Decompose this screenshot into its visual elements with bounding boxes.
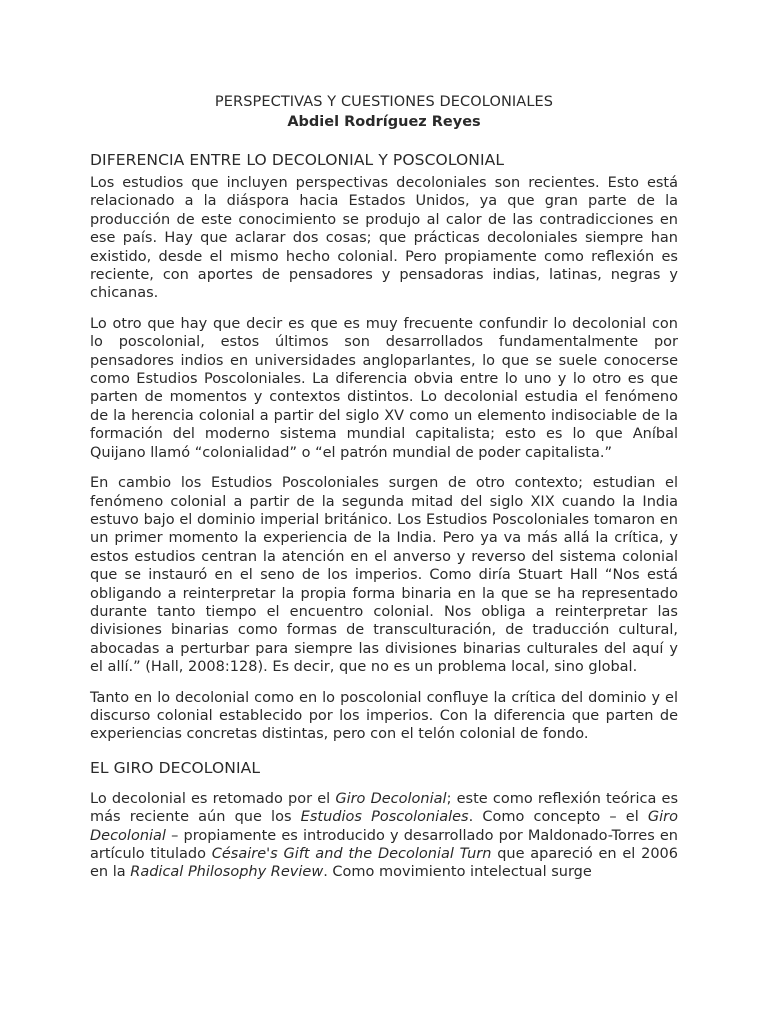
italic-run: Radical Philosophy Review <box>130 864 324 881</box>
paragraph-2: Lo otro que hay que decir es que es muy frecuente confundir lo decolonial con lo poscolonial, estos últimos son desarrollados fundamentalmente por pensadores indios en universidades angloparlantes, lo que se suele conocerse como Estudios Poscoloniales. La diferencia obvia entre lo uno y lo otro es que parten de momentos y contextos distintos. Lo decolonial estudia el fenómeno de la herencia colonial a partir del siglo XV como un elemento indisociable de la formación del moderno sistema mundial capitalista; esto es lo que Aníbal Quijano llamó “colonialidad” o “el patrón mundial de poder capitalista.” <box>90 315 678 461</box>
document-content <box>90 92 678 894</box>
text-run: – propiamente es introducido y desarrollado por Maldonado-Torres en artículo titulado <box>90 827 678 862</box>
document-author: Abdiel Rodríguez Reyes <box>287 114 481 130</box>
text-run: Lo decolonial es retomado por el <box>90 790 336 807</box>
text-run: ; este como reflexión teórica es más reciente aún que los <box>90 790 679 826</box>
section-heading-diferencia: DIFERENCIA ENTRE LO DECOLONIAL Y POSCOLONIAL <box>90 151 505 169</box>
paragraph-1: Los estudios que incluyen perspectivas decoloniales son recientes. Esto está relacionado a la diáspora hacia Estados Unidos, ya que gran parte de la producción de este conocimiento se produjo al calor de las contradicciones en ese país. Hay que aclarar dos cosas; que prácticas decoloniales siempre han existido, desde el mismo hecho colonial. Pero propiamente como reflexión es reciente, con aportes de pensadores y pensadoras indias, latinas, negras y chicanas. <box>90 175 678 302</box>
italic-run: Giro Decolonial <box>90 809 678 844</box>
text-run: que apareció en el 2006 en la <box>90 846 678 881</box>
paragraph-5 <box>90 790 678 882</box>
section-heading-giro: EL GIRO DECOLONIAL <box>90 758 261 777</box>
text-run: . Como concepto – el <box>468 809 648 826</box>
text-run: . Como movimiento intelectual surge <box>323 864 592 881</box>
document-title: PERSPECTIVAS Y CUESTIONES DECOLONIALES <box>214 94 554 110</box>
italic-run: Giro Decolonial <box>335 790 447 807</box>
italic-run: Césaire's Gift and the Decolonial Turn <box>211 846 492 862</box>
paragraph-3: En cambio los Estudios Poscoloniales surgen de otro contexto; estudian el fenómeno colonial a partir de la segunda mitad del siglo XIX cuando la India estuvo bajo el dominio imperial británico. Los Estudios Poscoloniales tomaron en un primer momento la experiencia de la India. Pero ya va más allá la crítica, y estos estudios centran la atención en el anverso y reverso del sistema colonial que se instauró en el seno de los imperios. Como diría Stuart Hall “Nos está obligando a reinterpretar la propia forma binaria en la que se ha representado durante tanto tiempo el encuentro colonial. Nos obliga a reinterpretar las divisiones binarias como formas de transculturación, de traducción cultural, abocadas a perturbar para siempre las divisiones binarias culturales del aquí y el allí.” (Hall, 2008:128). Es decir, que no es un problema local, sino global. <box>90 475 678 676</box>
paragraph-4: Tanto en lo decolonial como en lo poscolonial confluye la crítica del dominio y el discurso colonial establecido por los imperios. Con la diferencia que parten de experiencias concretas distintas, pero con el telón colonial de fondo. <box>90 689 678 743</box>
italic-run: Estudios Poscoloniales <box>300 809 469 826</box>
